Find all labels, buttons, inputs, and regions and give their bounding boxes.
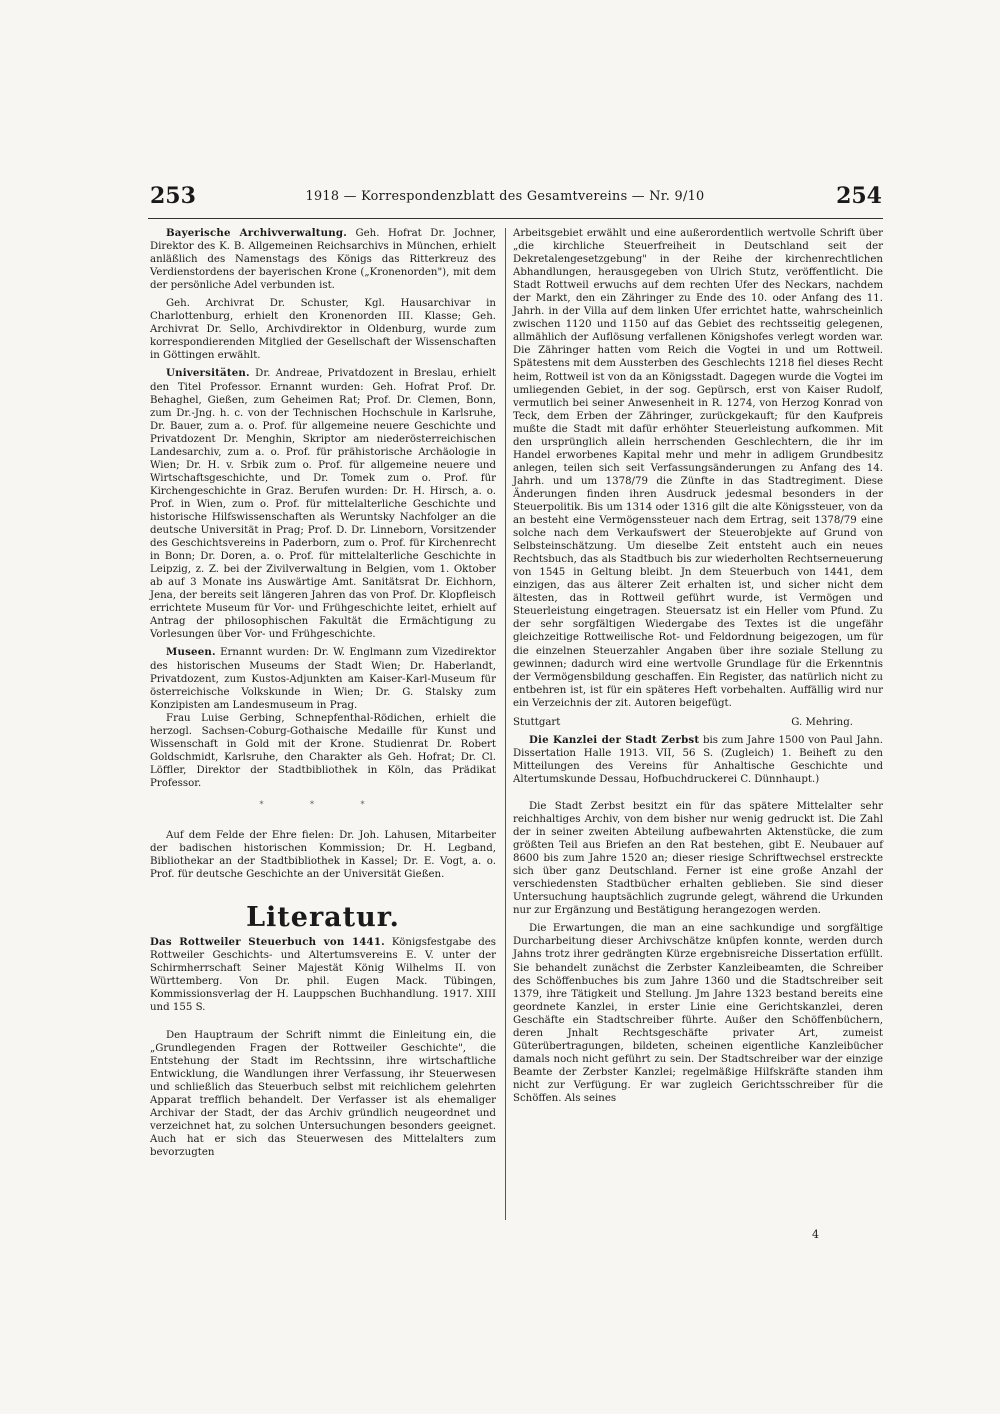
honor-paragraph: Auf dem Felde der Ehre fielen: Dr. Joh. Lahusen, Mitarbeiter der badischen historischen Kommission; Dr. H. Legband, Bibliothekar an der Stadtbibliothek in Kassel; Dr. E. Vogt, a. o. Prof. für deutsche Geschichte an der Universität Gießen.: [150, 830, 496, 881]
page-number-right: 254: [836, 183, 882, 209]
museum-paragraph-1: Ernannt wurden: Dr. W. Englmann zum Vizedirektor des historischen Museums der Stadt Wien; Dr. Haberlandt, Privatdozent, zum Kustos-Adjunkten am Kaiser-Karl-Museum für österreichische Volkskunde in Wien; Dr. G. Stalsky zum Konzipisten am Landesmuseum in Prag.: [150, 647, 496, 711]
review-signature: [513, 716, 883, 729]
rottweil-review-text: Den Hauptraum der Schrift nimmt die Einleitung ein, die „Grundlegenden Fragen der Rottweiler Geschichte", die Entstehung der Stadt im Rechtssinn, ihre wirtschaftliche Entwicklung, die Wandlungen ihrer Verfassung, ihr Steuerwesen und schließlich das Steuerbuch selbst mit reichlichem gelehrten Apparat trefflich behandelt. Der Verfasser ist als ehemaliger Archivar der Stadt, der das Archiv gründlich neugeordnet und verzeichnet hat, zu solchen Untersuchungen besonders geeignet. Auch hat er sich das Steuerwesen des Mittelalters zum bevorzugten: [150, 1029, 496, 1158]
zerbst-paragraph-1: Die Stadt Zerbst besitzt ein für das spätere Mittelalter sehr reichhaltiges Archiv, von dem bisher nur wenig gedruckt ist. Die Zahl der in seiner zweiten Abteilung aufbewahrten Aktenstücke, die zum größten Teil aus Briefen an den Rat bestehen, gibt E. Neubauer auf 8600 bis zum Jahre 1520 an; dieser riesige Schriftwechsel erstreckte sich über ganz Deutschland. Ferner ist eine große Anzahl der verschiedensten Stadtbücher erhalten geblieben. Sie sind dieser Untersuchung hauptsächlich zugrunde gelegt, während die Urkunden nur zur Ergänzung und Bestätigung herangezogen werden.: [513, 800, 883, 917]
review-reference-rottweil: Königsfestgabe des Rottweiler Geschichts- und Altertumsvereins E. V. unter der Schirmherrschaft Seiner Majestät König Wilhelms II. von Württemberg. Von Dr. phil. Eugen Mack. Tübingen, Kommissionsverlag der H. Lauppschen Buchhandlung. 1917. XIII und 155 S.: [150, 937, 496, 1014]
signature-place: Stuttgart: [513, 716, 561, 728]
museum-section: [150, 646, 496, 711]
review-title-zerbst: Die Kanzlei der Stadt Zerbst: [529, 733, 700, 746]
page-number-left: 253: [150, 183, 196, 209]
rottweil-review-continued: Arbeitsgebiet erwählt und eine außerordentlich wertvolle Schrift über „die kirchliche Steuerfreiheit in Deutschland seit der Dekretalengesetzgebung" in der Reihe der kirchenrechtlichen Abhandlungen, herausgegeben von Ulrich Stutz, veröffentlicht. Die Stadt Rottweil erwuchs auf dem rechten Ufer des Neckars, nachdem der Markt, den ein Zähringer zu Ende des 10. oder Anfang des 11. Jahrh. in der Villa auf dem linken Ufer errichtet hatte, wahrscheinlich zwischen 1120 und 1150 auf das Gebiet des rechtsseitig gelegenen, allmählich der Auflösung verfallenen Königshofes verlegt worden war. Die Zähringer hatten vom Reich die Vogtei in und um Rottweil. Spätestens mit dem Aussterben des Geschlechts 1218 fiel dieses Recht heim, Rottweil ist von da an Königsstadt. Dagegen wurde die Vogtei im umliegenden Gebiet, in der sog. Gepürsch, erst von Kaiser Rudolf, vermutlich bei seiner Anwesenheit in R. 1274, von Herzog Konrad von Teck, dem Erben der Zähringer, zurückgekauft; für den Kaufpreis mußte die Stadt mit dafür erhöhter Steuerleistung aufkommen. Mit den ursprünglich allein herrschenden Geschlechtern, die ihr im Handel erworbenes Kapital mehr und mehr in adligem Grundbesitz anlegen, teilen sich seit Verfassungsänderungen zu Anfang des 14. Jahrh. und um 1378/79 die Zünfte in das Stadtregiment. Diese Änderungen finden ihren Ausdruck jedesmal besonders in der Steuerpolitik. Bis um 1314 oder 1316 gilt die alte Königssteuer, von da an besteht eine Vermögenssteuer nach dem Ertrag, seit 1378/79 eine solche nach dem Verkaufswert der Steuerobjekte auf Grund von Selbsteinschätzung. Um dieselbe Zeit entsteht auch ein neues Rechtsbuch, das als Stadtbuch bis zur wiederholten Rechtserneuerung von 1545 in Geltung bleibt. Jn dem Steuerbuch von 1441, dem einzigen, das aus älterer Zeit erhalten ist, und sicher nicht dem ältesten, das in Rottweil geführt wurde, ist Vermögen und Steuerleistung eingetragen. Steuersatz ist ein Heller vom Pfund. Zu der sehr sorgfältigen Wiedergabe des Textes ist die ungefähr gleichzeitige Rottweilische Rot- und Feldordnung beigezogen, um für die einzelnen Steuerzahler Angaben über ihre soziale Stellung zu gewinnen; dadurch wird eine wertvolle Grundlage für die Erkenntnis der Vermögensbildung geschaffen. Ein Register, das natürlich nicht zu entbehren ist, ist für ein späteres Heft vorbehalten. Auffällig wird nur ein Verzeichnis der zit. Autoren beigefügt.: [513, 228, 883, 709]
rottweil-review-header: [150, 936, 496, 1014]
uni-paragraph: Dr. Andreae, Privatdozent in Breslau, erhielt den Titel Professor. Ernannt wurden: Geh. Hofrat Prof. Dr. Behaghel, Gießen, zum Geheimen Rat; Prof. Dr. Clemen, Bonn, zum Dr.-Jng. h. c. von der Technischen Hochschule in Karlsruhe, Dr. Bauer, zum a. o. Prof. für allgemeine neuere Geschichte und Privatdozent Dr. Menghin, Skriptor am niederösterreichischen Landesarchiv, zum a. o. Prof. für prähistorische Archäologie in Wien; Dr. H. v. Srbik zum o. Prof. für allgemeine neuere und Wirtschaftsgeschichte, und Dr. Tomek zum o. Prof. für Kirchengeschichte in Graz. Berufen wurden: Dr. H. Hirsch, a. o. Prof. in Wien, zum o. Prof. für mittelalterliche Geschichte und historische Hilfswissenschaften als Weruntsky Nachfolger an die deutsche Universität in Prag; Prof. D. Dr. Linneborn, Vorsitzender des Geschichtsvereins in Paderborn, zum o. Prof. für Kirchenrecht in Bonn; Dr. Doren, a. o. Prof. für mittelalterliche Geschichte in Leipzig, z. Z. bei der Zivilverwaltung in Belgien, vom 1. Oktober ab auf 3 Monate ins Auswärtige Amt. Sanitätsrat Dr. Eichhorn, Jena, der bereits seit längeren Jahren das von Prof. Dr. Klopfleisch errichtete Museum für Vor- und Frühgeschichte leitet, erhielt auf Antrag der philosophischen Fakultät die Ermächtigung zu Vorlesungen über Vor- und Frühgeschichte.: [150, 368, 496, 641]
review-reference-zerbst: bis zum Jahre 1500 von Paul Jahn. Dissertation Halle 1913. VII, 56 S. (Zugleich) 1. Beiheft zu den Mitteilungen des Vereins für Anhaltische Geschichte und Altertumskunde Dessau, Hofbuchdruckerei C. Dünnhaupt.): [513, 734, 883, 785]
left-column: [150, 227, 496, 1159]
header-rule: [148, 218, 883, 219]
uni-section: [150, 367, 496, 641]
zerbst-review-header: [513, 734, 883, 786]
right-column: [513, 227, 883, 1105]
archiv-paragraph-1: Geh. Hofrat Dr. Jochner, Direktor des K. B. Allgemeinen Reichsarchivs in München, erhielt anläßlich des Namenstags des Königs das Ritterkreuz des Verdienstordens der bayerischen Krone („Kronenorden"), mit dem der persönliche Adel verbunden ist.: [150, 228, 496, 292]
review-title-rottweil: Das Rottweiler Steuerbuch von 1441.: [150, 936, 385, 949]
section-heading-museums: Museen.: [166, 646, 216, 659]
museum-paragraph-2: Frau Luise Gerbing, Schnepfenthal-Rödichen, erhielt die herzogl. Sachsen-Coburg-Gothaische Medaille für Kunst und Wissenschaft in Gold mit der Krone. Studienrat Dr. Robert Goldschmidt, Karlsruhe, den Charakter als Geh. Hofrat; Dr. Cl. Löffler, Direktor der Stadtbibliothek in Köln, das Prädikat Professor.: [150, 712, 496, 789]
literature-heading: Literatur.: [246, 902, 400, 934]
section-separator-stars: * * *: [259, 799, 387, 809]
archiv-paragraph-2: Geh. Archivrat Dr. Schuster, Kgl. Hausarchivar in Charlottenburg, erhielt den Kronenorden III. Klasse; Geh. Archivrat Dr. Sello, Archivdirektor in Oldenburg, wurde zum korrespondierenden Mitglied der Gesellschaft der Wissenschaften in Göttingen erwählt.: [150, 298, 496, 362]
sheet-number: 4: [812, 1228, 819, 1241]
archiv-section: [150, 227, 496, 292]
zerbst-paragraph-2: Die Erwartungen, die man an eine sachkundige und sorgfältige Durcharbeitung dieser Archivschätze knüpfen konnte, werden durch Jahns trotz ihrer gedrängten Kürze ergebnisreiche Dissertation erfüllt. Sie behandelt zunächst die Zerbster Kanzleibeamten, die Schreiber des Schöffenbuches bis zum Jahre 1360 und die Stadtschreiber seit 1379, ihre Tätigkeit und Stellung. Jm Jahre 1323 bestand bereits eine geordnete Kanzlei, in erster Linie eine Gerichtskanzlei, deren Geschäfte ein Stadtschreiber führte. Außer den Schöffenbüchern, deren Jnhalt Rechtsgeschäfte privater Art, zumeist Güterübertragungen, bildeten, scheinen eigentliche Kanzleibücher damals noch nicht geführt zu sein. Der Stadtschreiber war der einzige Beamte der Zerbster Kanzlei; regelmäßige Hilfskräfte standen ihm nicht zur Verfügung. Er war zugleich Gerichtsschreiber für die Schöffen. Als seines: [513, 923, 883, 1104]
running-title: 1918 — Korrespondenzblatt des Gesamtvereins — Nr. 9/10: [305, 189, 705, 204]
section-heading-archiv: Bayerische Archivverwaltung.: [166, 227, 347, 239]
signature-name: G. Mehring.: [791, 716, 853, 728]
section-heading-universities: Universitäten.: [166, 367, 250, 380]
column-divider: [505, 228, 506, 1220]
